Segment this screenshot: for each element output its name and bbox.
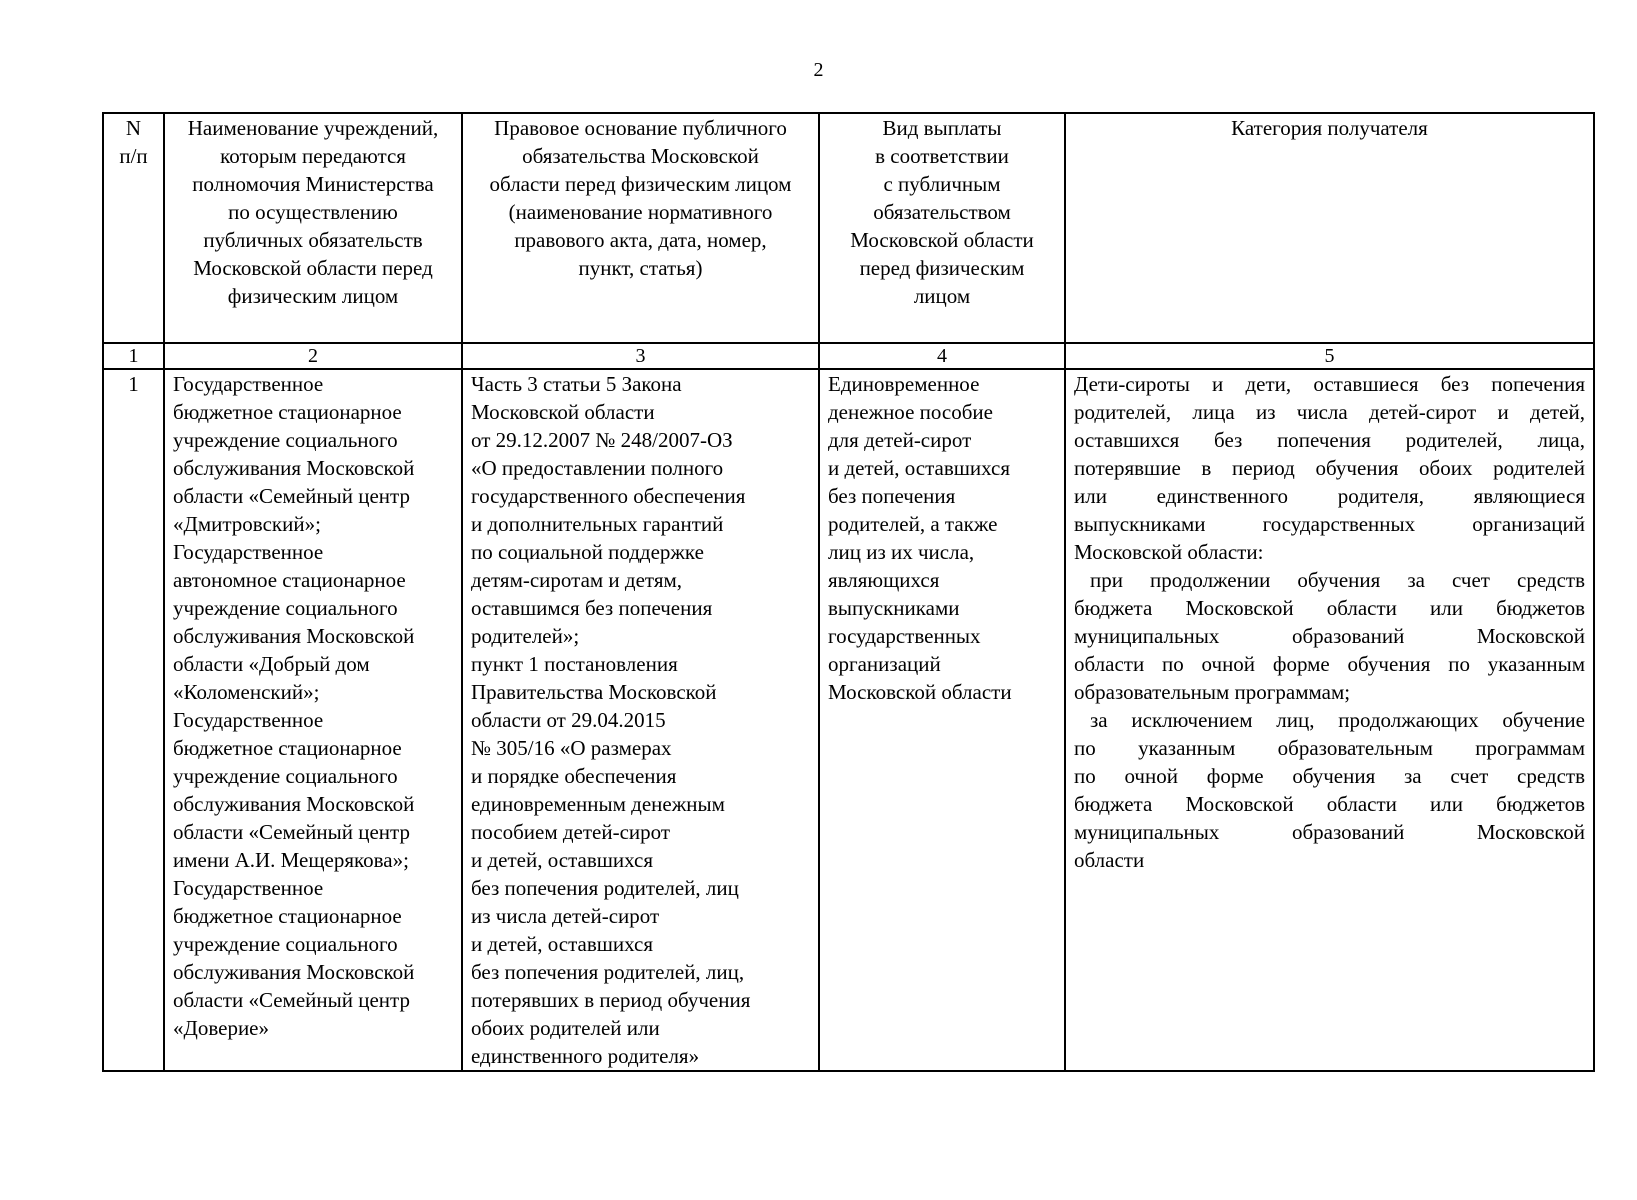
text-line: единственного родителя» <box>471 1044 700 1068</box>
header-line: Вид выплаты <box>882 116 1002 140</box>
text-line: родителей, а также <box>828 512 998 536</box>
header-line: правового акта, дата, номер, <box>514 228 767 252</box>
text-line: детям-сиротам и детям, <box>471 568 683 592</box>
text-line: по очной форме обучения за счет средств <box>1074 764 1585 788</box>
header-line: (наименование нормативного <box>508 200 773 224</box>
text-line: родителей, лица из числа детей-сирот и детей, <box>1074 400 1585 424</box>
text-line: являющихся <box>828 568 940 592</box>
text-line: обслуживания Московской <box>173 624 415 648</box>
header-legal-basis <box>462 113 819 343</box>
text-line: муниципальных образований Московской <box>1074 624 1585 648</box>
column-number: 5 <box>1065 343 1594 369</box>
header-line: Наименование учреждений, <box>187 116 439 140</box>
text-line: лиц из их числа, <box>828 540 975 564</box>
page-number: 2 <box>813 59 824 81</box>
text-line: потерявших в период обучения <box>471 988 751 1012</box>
text-line: при продолжении обучения за счет средств <box>1090 568 1585 592</box>
text-line: обслуживания Московской <box>173 456 415 480</box>
text-line: муниципальных образований Московской <box>1074 820 1585 844</box>
text-line: учреждение социального <box>173 428 398 452</box>
text-line: учреждение социального <box>173 596 398 620</box>
text-line: Государственное <box>173 540 324 564</box>
text-line: области <box>1074 848 1145 872</box>
text-line: из числа детей-сирот <box>471 904 660 928</box>
text-line: оставшихся без попечения родителей, лица, <box>1074 428 1585 452</box>
text-line: области по очной форме обучения по указанным <box>1074 652 1585 676</box>
text-line: по социальной поддержке <box>471 540 704 564</box>
text-line: или единственного родителя, являющиеся <box>1074 484 1585 508</box>
text-line: без попечения родителей, лиц, <box>471 960 745 984</box>
text-line: выпускниками государственных организаций <box>1074 512 1585 536</box>
text-line: Часть 3 статьи 5 Закона <box>471 372 682 396</box>
header-line: в соответствии <box>875 144 1009 168</box>
text-line: «Дмитровский»; <box>173 512 321 536</box>
recipient-category-cell <box>1065 369 1594 1071</box>
text-line: Государственное <box>173 708 324 732</box>
header-line: обязательством <box>873 200 1011 224</box>
column-number-row <box>103 343 1594 369</box>
text-line: денежное пособие <box>828 400 993 424</box>
text-line: бюджета Московской области или бюджетов <box>1074 792 1585 816</box>
text-line: Единовременное <box>828 372 980 396</box>
column-number: 1 <box>103 343 164 369</box>
header-payment-type <box>819 113 1065 343</box>
header-line: Категория получателя <box>1231 116 1428 140</box>
text-line: области «Семейный центр <box>173 820 410 844</box>
header-line: пункт, статья) <box>578 256 703 280</box>
text-line: бюджетное стационарное <box>173 736 402 760</box>
header-line: которым передаются <box>220 144 406 168</box>
header-line: п/п <box>119 144 148 168</box>
header-number <box>103 113 164 343</box>
header-line: области перед физическим лицом <box>489 172 792 196</box>
text-line: оставшимся без попечения <box>471 596 713 620</box>
text-line: «Коломенский»; <box>173 680 320 704</box>
text-line: области «Семейный центр <box>173 484 410 508</box>
text-line: № 305/16 «О размерах <box>471 736 672 760</box>
header-line: с публичным <box>883 172 1001 196</box>
header-line: полномочия Министерства <box>192 172 434 196</box>
payments-table <box>102 112 1595 1072</box>
text-line: и порядке обеспечения <box>471 764 677 788</box>
text-line: и детей, оставшихся <box>471 848 654 872</box>
header-institutions <box>164 113 462 343</box>
text-line: учреждение социального <box>173 764 398 788</box>
text-line: «О предоставлении полного <box>471 456 724 480</box>
header-line: N <box>125 116 142 140</box>
text-line: Московской области: <box>1074 540 1264 564</box>
header-line: физическим лицом <box>227 284 399 308</box>
text-line: автономное стационарное <box>173 568 406 592</box>
text-line: бюджетное стационарное <box>173 400 402 424</box>
legal-basis-cell <box>462 369 819 1071</box>
text-line: области «Семейный центр <box>173 988 410 1012</box>
text-line: бюджетное стационарное <box>173 904 402 928</box>
header-line: Московской области перед <box>193 256 433 280</box>
text-line: Московской области <box>471 400 655 424</box>
text-line: учреждение социального <box>173 932 398 956</box>
table-row <box>103 369 1594 1071</box>
header-line: публичных обязательств <box>203 228 423 252</box>
text-line: Правительства Московской <box>471 680 717 704</box>
text-line: и детей, оставшихся <box>828 456 1011 480</box>
text-line: по указанным образовательным программам <box>1074 736 1585 760</box>
text-line: родителей»; <box>471 624 580 648</box>
payment-type-cell <box>819 369 1065 1071</box>
text-line: Московской области <box>828 680 1012 704</box>
row-number: 1 <box>103 369 164 1071</box>
text-line: единовременным денежным <box>471 792 725 816</box>
header-line: Московской области <box>850 228 1034 252</box>
header-line: по осуществлению <box>228 200 398 224</box>
column-number: 3 <box>462 343 819 369</box>
header-row <box>103 113 1594 343</box>
header-line: лицом <box>913 284 971 308</box>
column-number: 2 <box>164 343 462 369</box>
text-line: Государственное <box>173 372 324 396</box>
text-line: обслуживания Московской <box>173 960 415 984</box>
text-line: образовательным программам; <box>1074 680 1351 704</box>
text-line: «Доверие» <box>173 1016 269 1040</box>
text-line: области от 29.04.2015 <box>471 708 666 732</box>
header-line: перед физическим <box>859 256 1025 280</box>
text-line: и детей, оставшихся <box>471 932 654 956</box>
text-line: имени А.И. Мещерякова»; <box>173 848 409 872</box>
text-line: пособием детей-сирот <box>471 820 671 844</box>
text-line: Государственное <box>173 876 324 900</box>
text-line: для детей-сирот <box>828 428 972 452</box>
text-line: государственных <box>828 624 981 648</box>
text-line: за исключением лиц, продолжающих обучение <box>1090 708 1585 732</box>
text-line: Дети-сироты и дети, оставшиеся без попечения <box>1074 372 1585 396</box>
text-line: обслуживания Московской <box>173 792 415 816</box>
text-line: без попечения родителей, лиц <box>471 876 739 900</box>
text-line: без попечения <box>828 484 956 508</box>
header-recipient-category <box>1065 113 1594 343</box>
text-line: бюджета Московской области или бюджетов <box>1074 596 1585 620</box>
text-line: выпускниками <box>828 596 960 620</box>
header-line: Правовое основание публичного <box>494 116 787 140</box>
text-line: организаций <box>828 652 941 676</box>
text-line: пункт 1 постановления <box>471 652 678 676</box>
institutions-cell <box>164 369 462 1071</box>
text-line: потерявшие в период обучения обоих родителей <box>1074 456 1585 480</box>
column-number: 4 <box>819 343 1065 369</box>
text-line: обоих родителей или <box>471 1016 660 1040</box>
text-line: и дополнительных гарантий <box>471 512 724 536</box>
header-line: обязательства Московской <box>522 144 759 168</box>
text-line: государственного обеспечения <box>471 484 746 508</box>
text-line: от 29.12.2007 № 248/2007-ОЗ <box>471 428 733 452</box>
text-line: области «Добрый дом <box>173 652 370 676</box>
